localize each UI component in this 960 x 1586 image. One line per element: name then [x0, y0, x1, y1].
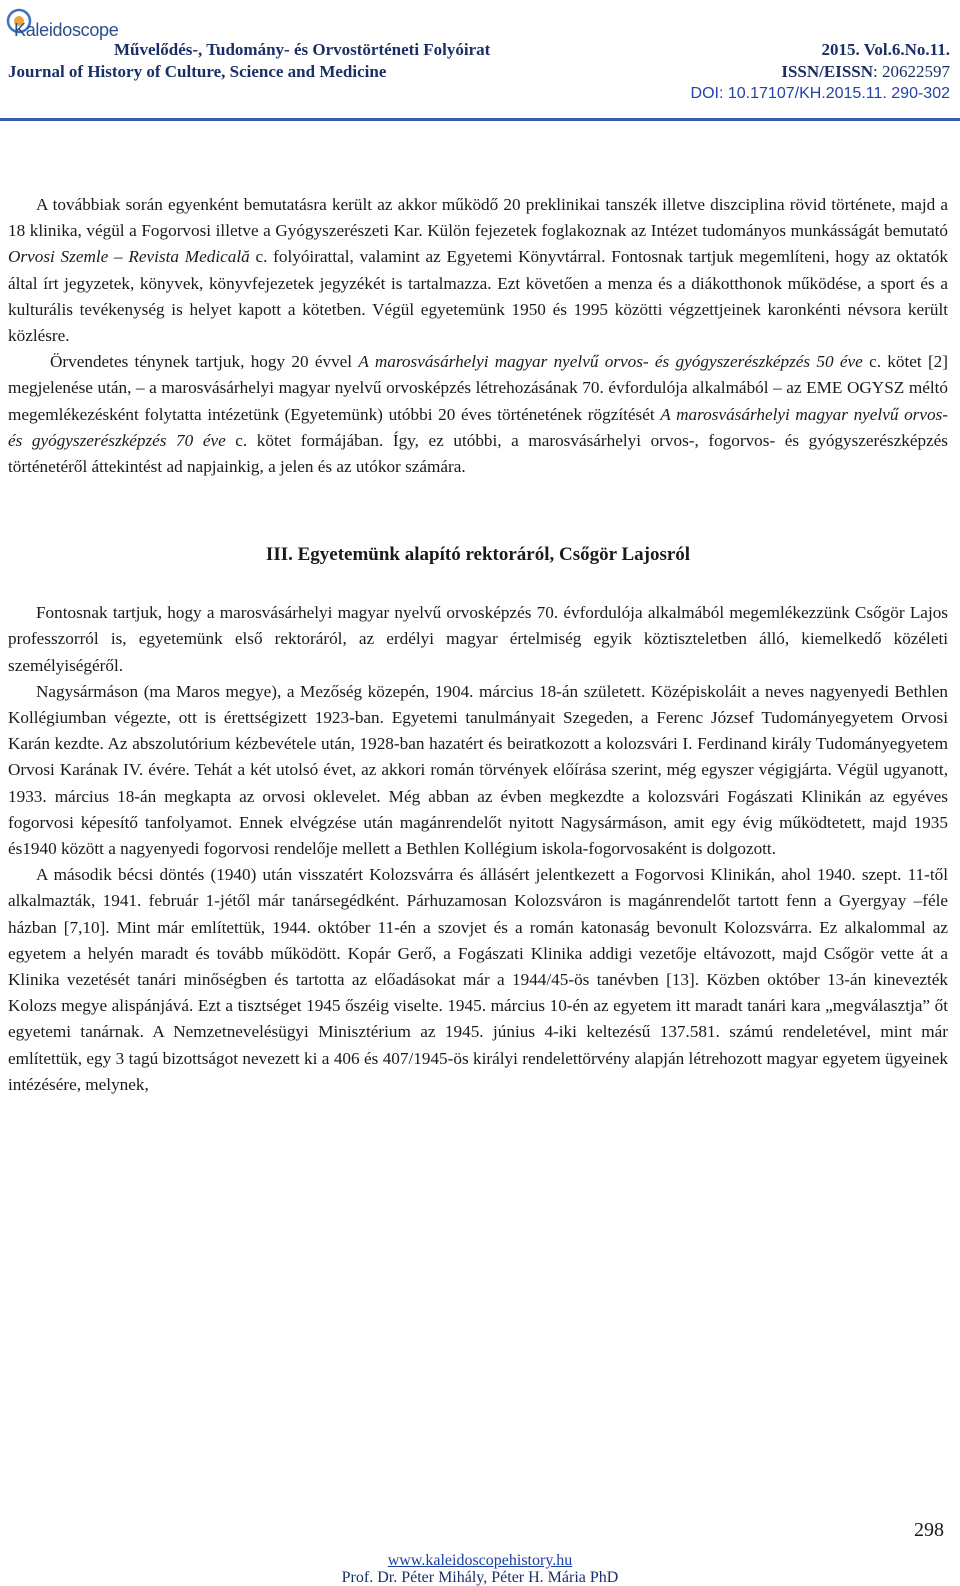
issn-value: : 20622597 — [873, 62, 950, 81]
journal-issn — [781, 62, 950, 82]
journal-title: Journal of History of Culture, Science and Medicine — [8, 62, 387, 81]
p2-book-title-2: A marosvásárhelyi magyar nyelvű orvos- és gyógyszerészképzés 70 éve — [8, 404, 949, 450]
article-body — [8, 192, 948, 1098]
paragraph-1 — [8, 192, 948, 349]
paragraph-3: Fontosnak tartjuk, hogy a marosvásárhelyi magyar nyelvű orvosképzés 70. évfordulója alkalmából megemlékezzünk Csőgör Lajos professzorról is, egyetemünk első rektoráról, az erdélyi magyar értelmiség egyik köztiszteletben álló, kiemelkedő közéleti személyiségéről. — [8, 603, 948, 675]
p2-text-a: Örvendetes ténynek tartjuk, hogy 20 évvel — [50, 352, 359, 372]
p2-text-b: c. kötet [2] megjelenése után, – a marosvásárhelyi magyar nyelvű orvosképzés létrehozásának 70. évfordulója alkalmából – az EME OGYSZ méltó megemlékezésként folytatta intézetünk (Egyetemünk) utóbbi 20 éves történetének rögzítését — [8, 352, 948, 424]
journal-subtitle: Művelődés-, Tudomány- és Orvostörténeti Folyóirat — [114, 40, 491, 59]
p2-book-title-1: A marosvásárhelyi magyar nyelvű orvos- és gyógyszerészképzés 50 éve — [358, 352, 863, 372]
page-number: 298 — [914, 1519, 944, 1541]
paragraph-5: A második bécsi döntés (1940) után visszatért Kolozsvárra és állásért jelentkezett a Fogorvosi Klinikán, ahol 1940. szept. 11-től alkalmazták, 1941. február 1-jétől már tanársegédként. Párhuzamosan Kolozsváron is magánrendelőt tartott fenn a Gyergyay –féle házban [7,10]. Mint már említettük, 1944. október 11-én a szovjet és a román katonaság bevonult Kolozsvárra. Ez alkalommal az egyetem a helyén maradt és tovább működött. Kopár Gerő, a Fogászati Klinika addigi vezetője eltávozott, majd Csőgör vette át a Klinika vezetését tanári minőségben és tartotta az előadásokat már a 1944/45-ös tanévben [13]. Közben október 13-án kinevezték Kolozs megye alispánjává. Ezt a tisztséget 1945 őszéig viselte. 1945. március 10-én az egyetem itt maradt tanári kara „megválasztja” őt egyetemi tanárnak. A Nemzetnevelésügyi Minisztérium az 1945. június 4-iki keltezésű 137.581. számú rendeletével, mint már említettük, egy 3 tagú bizottságot nevezett ki a 406 és 407/1945-ös királyi rendelettörvény alapján létrehozott magyar egyetem ügyeinek intézésére, melynek, — [8, 865, 948, 1094]
footer-authors: Prof. Dr. Péter Mihály, Péter H. Mária PhD — [341, 1569, 619, 1586]
paragraph-4: Nagysármáson (ma Maros megye), a Mezőség közepén, 1904. március 18-án született. Középiskoláit a neves nagyenyedi Bethlen Kollégiumban végezte, ott is érettségizett 1923-ban. Egyetemi tanulmányait Szegeden, a Ferenc József Tudományegyetem Orvosi Karán kezdte. Az abszolutórium kézbevétele után, 1928-ban hazatért és beiratkozott a kolozsvári I. Ferdinand király Tudományegyetem Orvosi Karának IV. évére. Tehát a két utolsó évet, az akkori román törvények előírása szerint, még egyszer végigjárta. Végül ugyanott, 1933. március 18-án megkapta az orvosi oklevelet. Még abban az évben megkezdte a kolozsvári Fogászati Klinikán az egyéves fogorvosi képesítő tanfolyamot. Ennek elvégzése után magánrendelőt nyitott Nagysármáson, amit egy évig működtetett, majd 1935 és1940 között a nagyenyedi fogorvosi rendelője mellett a Bethlen Kollégium iskola-fogorvosaként is dolgozott. — [8, 681, 948, 859]
p1-text-b: c. folyóirattal, valamint az Egyetemi Könyvtárral. Fontosnak tartjuk megemlíteni, hogy az oktatók által írt jegyzetek, könyvek, könyvfejezetek jegyzékét is tartalmazza. Ezt követően a menza és a diákotthonok működése, a sport és a kulturális tevékenység is helyet kapott a kötetben. Végül egyetemünk 1950 és 1995 közötti végzettjeinek karonkénti névsora került közlésre. — [8, 247, 948, 346]
p1-text-a: A továbbiak során egyenként bemutatásra került az akkor működő 20 preklinikai tanszék illetve diszciplina rövid története, majd a 18 klinika, végül a Fogorvosi illetve a Gyógyszerészeti Kar. Külön fejezetek foglakoznak az Intézet tudományos munkásságát bemutató — [8, 195, 948, 241]
p1-journal-name: Orvosi Szemle – Revista Medicală — [8, 247, 250, 267]
journal-doi: DOI: 10.17107/KH.2015.11. 290-302 — [690, 85, 950, 102]
paragraph-2 — [8, 349, 948, 480]
p2-text-c: c. kötet formájában. Így, ez utóbbi, a marosvásárhelyi orvos-, fogorvos- és gyógyszerészképzés történetéről áttekintést ad napjainkig, a jelen és az utókor számára. — [8, 430, 948, 477]
header-rule — [0, 118, 960, 121]
issn-label: ISSN/EISSN — [781, 62, 874, 81]
kaleidoscope-logo — [6, 8, 119, 42]
footer-url-link[interactable]: www.kaleidoscopehistory.hu — [387, 1552, 573, 1569]
logo-text: Kaleidoscope — [14, 20, 119, 40]
journal-header — [0, 0, 960, 125]
journal-volume: 2015. Vol.6.No.11. — [821, 40, 950, 59]
section-title: III. Egyetemünk alapító rektoráról, Csőgör Lajosról — [265, 544, 691, 566]
